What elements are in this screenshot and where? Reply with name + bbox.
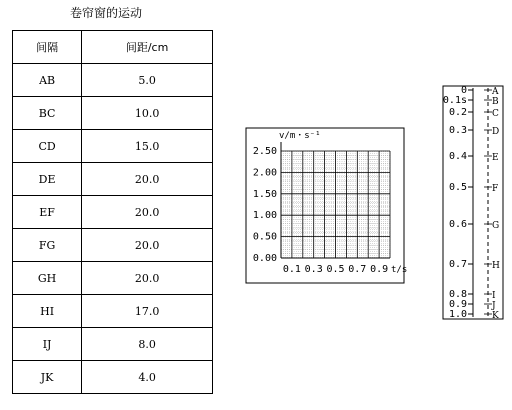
distance-cell: 4.0 [82,361,213,394]
distance-cell: 20.0 [82,163,213,196]
tape-dot-letter: A [492,87,499,97]
distance-cell: 20.0 [82,262,213,295]
y-tick-label: 2.00 [252,167,277,179]
interval-cell: DE [13,163,82,196]
distance-cell: 10.0 [82,97,213,130]
header-distance: 间距/cm [82,31,213,64]
x-axis-label: t/s [391,265,408,275]
tape-dot-letter: K [492,311,499,321]
interval-cell: GH [13,262,82,295]
tape-time-label: 0.8 [448,289,467,300]
distance-cell: 15.0 [82,130,213,163]
tape-dot-letter: J [492,301,496,311]
tape-dot-letter: I [492,291,496,301]
tape-time-label: 0.5 [448,182,467,193]
tape-dot-letter: F [492,184,499,194]
interval-cell: EF [13,196,82,229]
header-interval: 间隔 [13,31,82,64]
distance-cell: 20.0 [82,229,213,262]
tape-dot-letter: H [492,261,500,271]
interval-cell: CD [13,130,82,163]
y-tick-label: 0.00 [252,253,277,264]
table-title: 卷帘窗的运动 [70,6,143,20]
y-tick-label: 2.50 [252,146,277,157]
interval-cell: JK [13,361,82,394]
x-tick-label: 0.5 [326,264,345,275]
tape-time-label: 0.2 [448,107,467,118]
tape-time-label: 0.1s [442,95,467,106]
tape-dot-letter: G [492,221,500,231]
tape-time-label: 0.4 [448,151,467,162]
tape-time-label: 1.0 [448,309,467,320]
distance-cell: 8.0 [82,328,213,361]
distance-cell: 17.0 [82,295,213,328]
y-tick-label: 1.00 [252,210,277,222]
tape-dot-letter: C [492,109,499,119]
tape-time-label: 0.3 [448,125,467,136]
interval-cell: BC [13,97,82,130]
tape-dot-letter: D [492,127,500,137]
tape-time-label: 0.9 [448,299,467,310]
distance-cell: 20.0 [82,196,213,229]
tape-time-label: 0 [460,85,467,96]
distance-cell: 5.0 [82,64,213,97]
x-tick-label: 0.1 [282,264,301,275]
x-tick-label: 0.7 [348,264,367,275]
interval-cell: FG [13,229,82,262]
tape-dot-letter: E [492,153,499,163]
interval-cell: IJ [13,328,82,361]
tape-dot-letter: B [492,97,499,107]
y-axis-label: v/m・s⁻¹ [279,131,321,141]
interval-cell: HI [13,295,82,328]
y-tick-label: 1.50 [252,188,277,200]
interval-cell: AB [13,64,82,97]
x-tick-label: 0.3 [304,264,323,275]
x-tick-label: 0.9 [370,264,389,275]
y-tick-label: 0.50 [252,231,277,243]
tape-time-label: 0.7 [448,259,467,270]
tape-time-label: 0.6 [448,219,467,230]
